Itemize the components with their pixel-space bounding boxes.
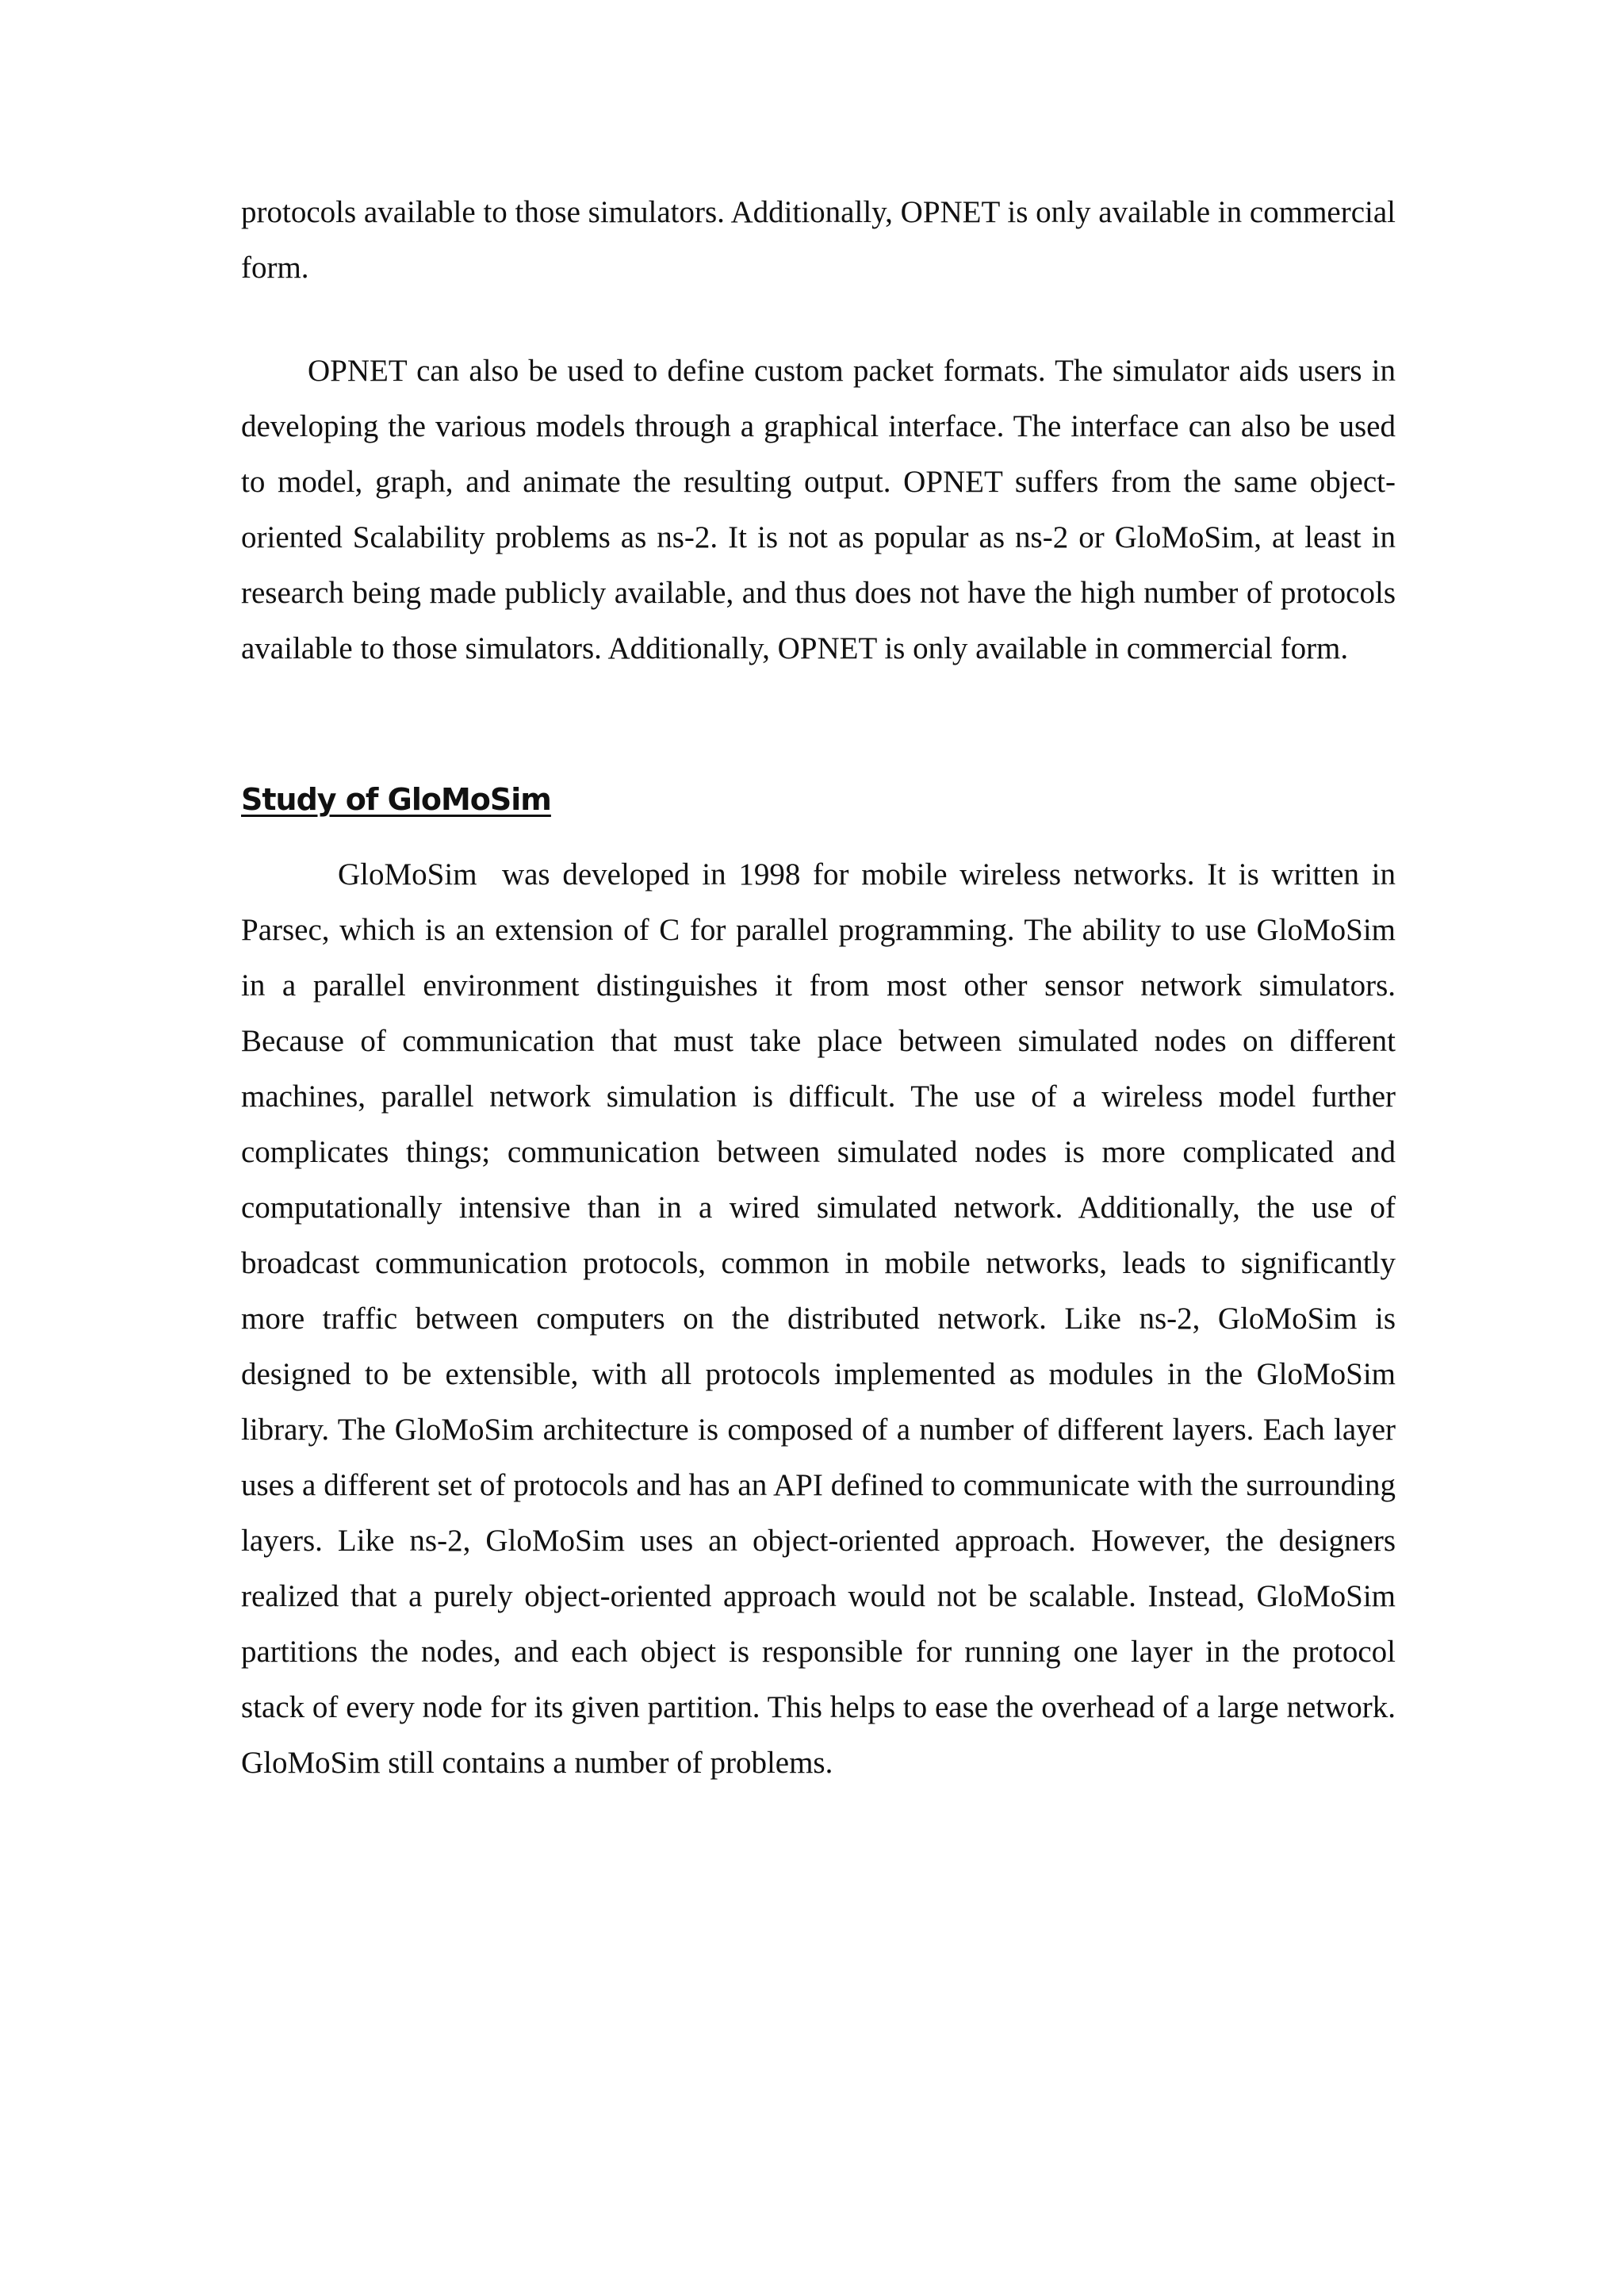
glomosim-paragraph-block: [241, 847, 1404, 1791]
continuation-paragraph-block: [241, 185, 1396, 296]
section-heading-glomosim: Study of GloMoSim: [241, 782, 551, 817]
opnet-paragraph: OPNET can also be used to define custom packet formats. The simulator aids users in developing the various models through a graphical interface. The interface can also be used to model, graph, and animate the resulting output. OPNET suffers from the same object-oriented Scalability problems as ns-2. It is not as popular as ns-2 or GloMoSim, at least in research being made publicly available, and thus does not have the high number of protocols available to those simulators. Additionally, OPNET is only available in commercial form.: [241, 354, 1396, 665]
opnet-paragraph-block: [241, 343, 1396, 677]
continuation-paragraph: protocols available to those simulators. Additionally, OPNET is only available in commercial form.: [241, 195, 1396, 285]
glomosim-paragraph: GloMoSim was developed in 1998 for mobile wireless networks. It is written in Parsec, which is an extension of C for parallel programming. The ability to use GloMoSim in a parallel environment distinguishes it from most other sensor network simulators. Because of communication that must take place between simulated nodes on different machines, parallel network simulation is difficult. The use of a wireless model further complicates things; communication between simulated nodes is more complicated and computationally intensive than in a wired simulated network. Additionally, the use of broadcast communication protocols, common in mobile networks, leads to significantly more traffic between computers on the distributed network. Like ns-2, GloMoSim is designed to be extensible, with all protocols implemented as modules in the GloMoSim library. The GloMoSim architecture is composed of a number of different layers. Each layer uses a different set of protocols and has an API defined to communicate with the surrounding layers. Like ns-2, GloMoSim uses an object-oriented approach. However, the designers realized that a purely object-oriented approach would not be scalable. Instead, GloMoSim partitions the nodes, and each object is responsible for running one layer in the protocol stack of every node for its given partition. This helps to ease the overhead of a large network. GloMoSim still contains a number of problems.: [241, 857, 1404, 1780]
